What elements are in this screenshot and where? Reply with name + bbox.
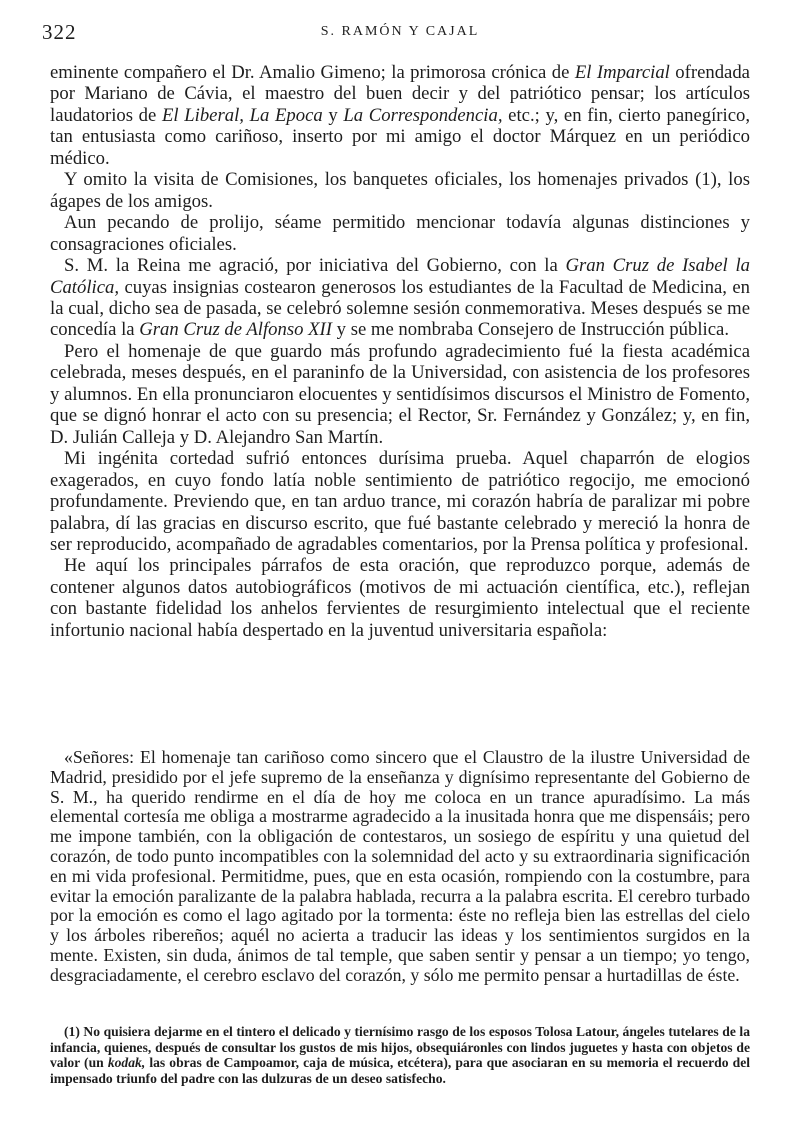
quote-paragraph: «Señores: El homenaje tan cariñoso como sincero que el Claustro de la ilustre Universidad de Madrid, presidido por el jefe supremo de la enseñanza y dignísimo representante del Gobierno de S. M., ha querido rendirme en el día de hoy me coloca en un trance apuradísimo. La más elemental cortesía me obliga a mostrarme agradecido a la inusitada honra que me dispensáis; pero me impone también, con la obligación de contestaros, un sosiego de espíritu y una quietud del corazón, de todo punto incompatibles con la solemnidad del acto y su extraordinaria significación en mi vida profesional. Permitidme, pues, que en esta ocasión, rompiendo con la costumbre, para evitar la emoción paralizante de la palabra hablada, recurra a la palabra escrita. El cerebro turbado por la emoción es como el lago agitado por la tormenta: éste no refleja bien las estrellas del cielo y los árboles ribereños; aquél no acierta a traducir las ideas y los sentimientos surgidos en la mente. Existen, sin duda, ánimos de tal temple, que saben sentir y pensar a un tiempo; yo tengo, desgraciadamente, el cerebro esclavo del corazón, y sólo me permito pensar a hurtadillas de éste. [50, 747, 750, 985]
italic-title: El Liberal, La Epoca [161, 104, 323, 126]
footnote [50, 1024, 750, 1087]
main-text [50, 62, 750, 641]
paragraph: Pero el homenaje de que guardo más profundo agradecimiento fué la fiesta académica celebrada, meses después, en el paraninfo de la Universidad, con asistencia de los profesores y alumnos. En ella pronunciaron elocuentes y sentidísimos discursos el Ministro de Fomento, que se dignó honrar el acto con su presencia; el Rector, Sr. Fernández y González; y, en fin, D. Julián Calleja y D. Alejandro San Martín. [50, 340, 750, 448]
paragraph: eminente compañero el Dr. Amalio Gimeno; la primorosa crónica de El Imparcial ofrendada por Mariano de Cávia, el maestro del buen decir y del patriótico pensar; los artículos laudatorios de El Liberal, La Epoca y La Correspondencia, etc.; y, en fin, cierto panegírico, tan entusiasta como cariñoso, inserto por mi amigo el doctor Márquez en un periódico médico. [50, 62, 751, 169]
italic-title: kodak, [107, 1055, 146, 1071]
italic-title: El Imparcial [574, 62, 670, 83]
page-header [38, 14, 762, 44]
italic-title: La Correspondencia, [343, 104, 503, 126]
italic-title: Gran Cruz de Isabel la Católica, [50, 255, 750, 298]
running-title: S. RAMÓN Y CAJAL [320, 24, 480, 39]
italic-title: Gran Cruz de Alfonso XII [139, 319, 332, 341]
page-number: 322 [42, 20, 77, 44]
footnote-text: (1) No quisiera dejarme en el tintero el delicado y tiernísimo rasgo de los esposos Tolosa Latour, ángeles tutelares de la infancia, quienes, después de consultar los gustos de mis hijos, obsequiáronles con lindos juguetes y hasta con objetos de valor (un kodak, las obras de Campoamor, caja de música, etcétera), para que asociaran en su memoria el recuerdo del impensado triunfo del padre con las dulzuras de un deseo satisfecho. [50, 1024, 751, 1087]
paragraph: Mi ingénita cortedad sufrió entonces durísima prueba. Aquel chaparrón de elogios exagerados, en cuyo fondo latía noble sentimiento de patriótico regocijo, me emocionó profundamente. Previendo que, en tan arduo trance, mi corazón habría de paralizar mi pobre palabra, dí las gracias en discurso escrito, que fué bastante celebrado y mereció la honra de ser reproducido, acompañado de agradables comentarios, por la Prensa política y profesional. [50, 448, 750, 555]
paragraph: Y omito la visita de Comisiones, los banquetes oficiales, los homenajes privados (1), los ágapes de los amigos. [50, 169, 750, 212]
speech-quote [50, 748, 750, 986]
paragraph: Aun pecando de prolijo, séame permitido mencionar todavía algunas distinciones y consagraciones oficiales. [50, 212, 750, 255]
paragraph: He aquí los principales párrafos de esta oración, que reproduzco porque, además de contener algunos datos autobiográficos (motivos de mi actuación científica, etc.), reflejan con bastante fidelidad los anhelos fervientes de resurgimiento intelectual que el reciente infortunio nacional había despertado en la juventud universitaria española: [50, 555, 750, 641]
paragraph: S. M. la Reina me agració, por iniciativa del Gobierno, con la Gran Cruz de Isabel la Católica, cuyas insignias costearon generosos los estudiantes de la Facultad de Medicina, en la cual, dicho sea de pasada, se celebró solemne sesión conmemorativa. Meses después se me concedía la Gran Cruz de Alfonso XII y se me nombraba Consejero de Instrucción pública. [50, 255, 750, 341]
